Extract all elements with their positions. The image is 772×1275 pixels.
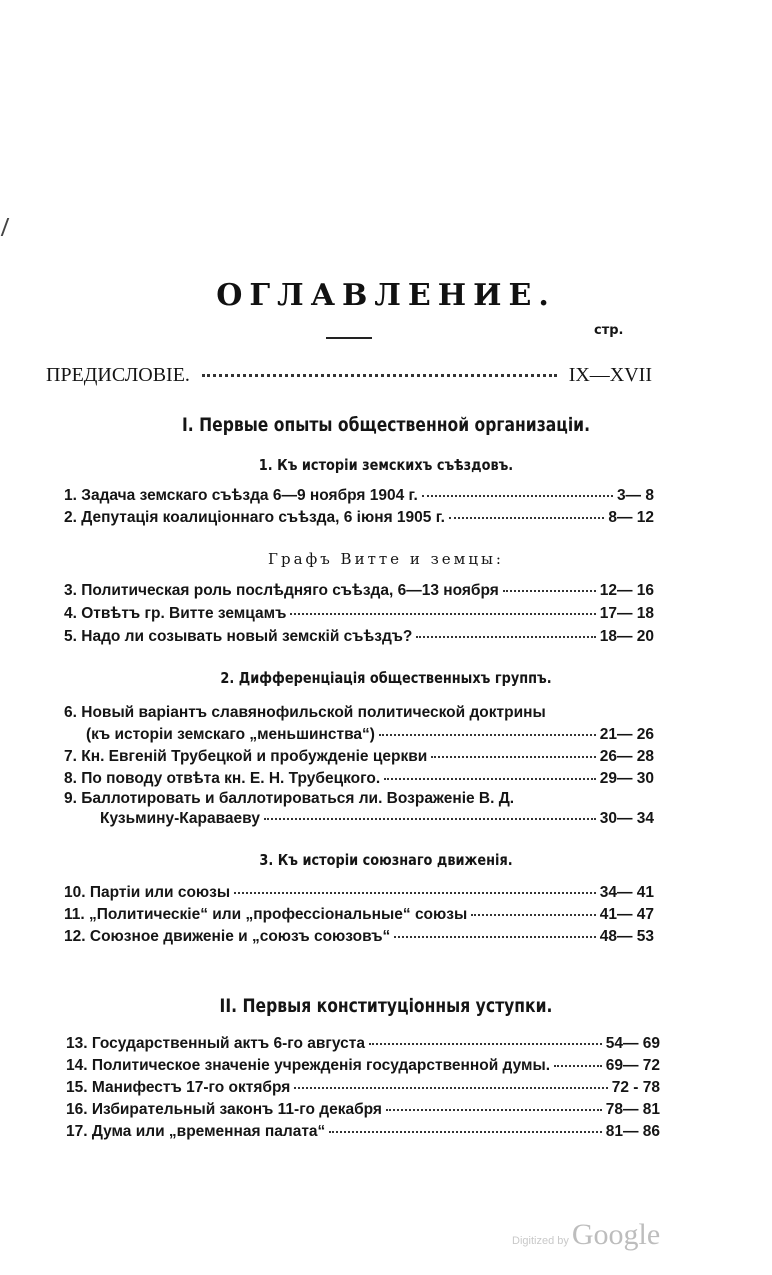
leader-dots bbox=[503, 590, 596, 592]
leader-dots bbox=[329, 1131, 601, 1133]
entry-pages: 72 - 78 bbox=[611, 1079, 660, 1096]
entry-pages: 3— 8 bbox=[616, 487, 654, 504]
entry-number: 12. bbox=[64, 928, 86, 945]
entry-number: 2. bbox=[64, 509, 77, 526]
entry-number: 11. bbox=[64, 906, 85, 923]
leader-dots bbox=[290, 613, 595, 615]
entry-title: Надо ли созывать новый земскій съѣздъ? bbox=[81, 628, 413, 645]
entry-number: 10. bbox=[64, 884, 86, 901]
digitized-watermark bbox=[512, 1218, 660, 1252]
page-title: ОГЛАВЛЕНИЕ. bbox=[216, 278, 556, 313]
section-4-heading: 3. Къ исторіи союзнаго движенія. bbox=[259, 851, 513, 869]
part-2-heading: II. Первыя конституціонныя уступки. bbox=[219, 995, 553, 1017]
leader-dots bbox=[379, 734, 596, 736]
toc-entry bbox=[64, 906, 654, 924]
leader-dots bbox=[431, 756, 595, 758]
entry-title: Избирательный законъ 11-го декабря bbox=[91, 1101, 382, 1118]
part-1-heading: I. Первые опыты общественной организаціи. bbox=[181, 414, 591, 436]
entry-pages: 29— 30 bbox=[599, 770, 654, 787]
section-3-heading: 2. Дифференціація общественныхъ группъ. bbox=[220, 669, 552, 687]
toc-entry-continuation bbox=[86, 726, 654, 744]
leader-dots bbox=[449, 517, 604, 519]
entry-title: Союзное движеніе и „союзъ союзовъ“ bbox=[89, 928, 391, 945]
toc-entry bbox=[64, 582, 654, 600]
entry-pages: 12— 16 bbox=[599, 582, 654, 599]
leader-dots bbox=[554, 1065, 602, 1067]
entry-number: 14. bbox=[66, 1057, 88, 1074]
toc-entry bbox=[66, 1123, 660, 1141]
toc-entry bbox=[64, 509, 654, 527]
entry-number: 1. bbox=[64, 487, 77, 504]
leader-dots bbox=[394, 936, 595, 938]
leader-dots bbox=[369, 1043, 602, 1045]
toc-entry bbox=[64, 770, 654, 788]
entry-title: Кн. Евгеній Трубецкой и пробужденіе церкви bbox=[81, 748, 428, 765]
entry-number: 5. bbox=[64, 628, 77, 645]
entry-title: Задача земскаго съѣзда 6—9 ноября 1904 г. bbox=[81, 487, 418, 504]
toc-entry bbox=[64, 928, 654, 946]
toc-entry bbox=[66, 1079, 660, 1097]
entry-pages: 48— 53 bbox=[599, 928, 654, 945]
leader-dots bbox=[234, 892, 596, 894]
entry-pages: 30— 34 bbox=[599, 810, 654, 827]
entry-title: Отвѣтъ гр. Витте земцамъ bbox=[81, 605, 287, 622]
entry-title: Депутація коалиціоннаго съѣзда, 6 іюня 1905 г. bbox=[81, 509, 445, 526]
entry-pages: 17— 18 bbox=[599, 605, 654, 622]
entry-title: Баллотировать и баллотироваться ли. Возраженіе В. Д. bbox=[81, 790, 515, 807]
entry-number: 15. bbox=[66, 1079, 88, 1096]
entry-number: 3. bbox=[64, 582, 77, 599]
toc-entry bbox=[64, 628, 654, 646]
preface-pages: IX—XVII bbox=[568, 364, 652, 386]
entry-number: 13. bbox=[66, 1035, 88, 1052]
entry-pages: 69— 72 bbox=[605, 1057, 660, 1074]
leader-dots bbox=[422, 495, 613, 497]
entry-pages: 8— 12 bbox=[608, 509, 654, 526]
entry-pages: 81— 86 bbox=[605, 1123, 660, 1140]
leader-dots bbox=[294, 1087, 607, 1089]
entry-title-continued: (къ исторіи земскаго „меньшинства“) bbox=[86, 726, 375, 743]
entry-title: Партіи или союзы bbox=[89, 884, 231, 901]
toc-entry-continuation bbox=[100, 810, 654, 828]
entry-title: Манифестъ 17-го октября bbox=[91, 1079, 291, 1096]
entry-number: 7. bbox=[64, 748, 77, 765]
toc-entry-first-line bbox=[64, 704, 654, 722]
toc-entry bbox=[64, 748, 654, 766]
entry-title: По поводу отвѣта кн. Е. Н. Трубецкого. bbox=[81, 770, 381, 787]
section-2-heading: Графъ Витте и земцы: bbox=[268, 550, 504, 568]
leader-dots bbox=[386, 1109, 602, 1111]
leader-dots bbox=[416, 636, 595, 638]
toc-entry bbox=[64, 884, 654, 902]
leader-dots bbox=[264, 818, 596, 820]
toc-entry bbox=[64, 605, 654, 623]
entry-pages: 26— 28 bbox=[599, 748, 654, 765]
toc-entry bbox=[64, 487, 654, 505]
entry-pages: 41— 47 bbox=[599, 906, 654, 923]
toc-entry-first-line bbox=[64, 790, 654, 808]
entry-title: Новый варіантъ славянофильской политической доктрины bbox=[81, 704, 546, 721]
leader-dots bbox=[202, 374, 557, 377]
entry-number: 8. bbox=[64, 770, 77, 787]
entry-pages: 78— 81 bbox=[605, 1101, 660, 1118]
toc-entry bbox=[66, 1101, 660, 1119]
entry-pages: 21— 26 bbox=[599, 726, 654, 743]
watermark-logo-text: Google bbox=[571, 1218, 661, 1251]
entry-number: 16. bbox=[66, 1101, 88, 1118]
leader-dots bbox=[384, 778, 596, 780]
entry-pages: 34— 41 bbox=[599, 884, 654, 901]
entry-number: 4. bbox=[64, 605, 77, 622]
title-rule bbox=[326, 337, 372, 339]
entry-title: Политическая роль послѣдняго съѣзда, 6—13 ноября bbox=[81, 582, 499, 599]
toc-preface-row bbox=[46, 364, 652, 387]
entry-title: „Политическіе“ или „профессіональные“ союзы bbox=[89, 906, 468, 923]
entry-title: Политическое значеніе учрежденія государственной думы. bbox=[91, 1057, 550, 1074]
entry-number: 17. bbox=[66, 1123, 88, 1140]
entry-number: 9. bbox=[64, 790, 77, 807]
entry-pages: 18— 20 bbox=[599, 628, 654, 645]
toc-entry bbox=[66, 1035, 660, 1053]
leader-dots bbox=[471, 914, 595, 916]
entry-title: Дума или „временная палата“ bbox=[91, 1123, 326, 1140]
scan-edge-mark bbox=[0, 218, 9, 236]
watermark-small-text: Digitized by bbox=[512, 1235, 569, 1247]
entry-title: Государственный актъ 6-го августа bbox=[91, 1035, 365, 1052]
toc-entry bbox=[66, 1057, 660, 1075]
page-column-label: стр. bbox=[594, 323, 624, 338]
entry-number: 6. bbox=[64, 704, 77, 721]
entry-pages: 54— 69 bbox=[605, 1035, 660, 1052]
entry-title-continued: Кузьмину-Караваеву bbox=[100, 810, 260, 827]
preface-label: ПРЕДИСЛОВІЕ. bbox=[46, 364, 190, 386]
section-1-heading: 1. Къ исторіи земскихъ съѣздовъ. bbox=[258, 456, 514, 474]
